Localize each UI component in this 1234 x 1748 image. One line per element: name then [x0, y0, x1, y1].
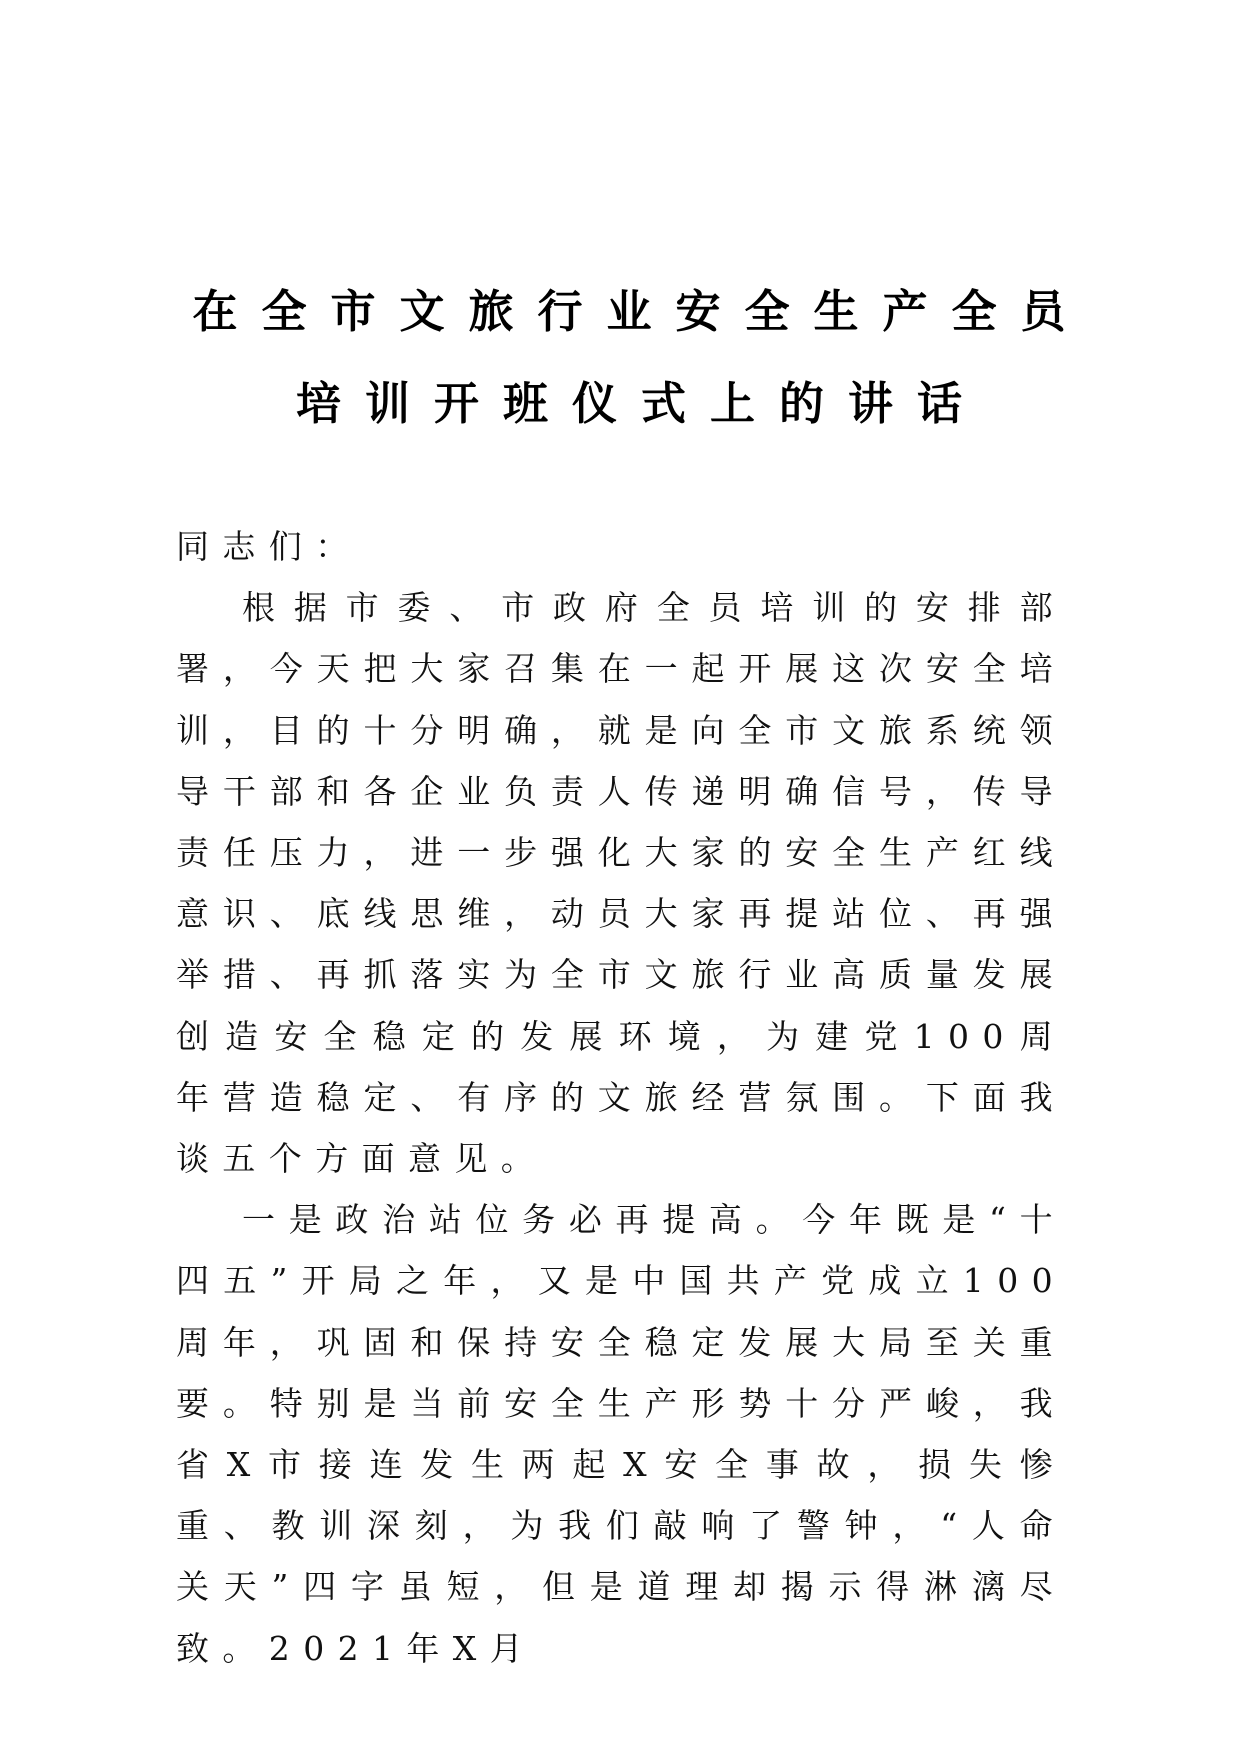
paragraph-point-one: 一是政治站位务必再提高。今年既是“十四五”开局之年，又是中国共产党成立100周年，巩固和保持安全稳定发展大局至关重要。特别是当前安全生产形势十分严峻，我省X市接连发生两起X安全事故，损失惨重、教训深刻，为我们敲响了警钟，“人命关天”四字虽短，但是道理却揭示得淋漓尽致。2021年X月 [176, 1200, 1066, 1668]
paragraph-intro: 根据市委、市政府全员培训的安排部署，今天把大家召集在一起开展这次安全培训，目的十分明确，就是向全市文旅系统领导干部和各企业负责人传递明确信号，传导责任压力，进一步强化大家的安全生产红线意识、底线思维，动员大家再提站位、再强举措、再抓落实为全市文旅行业高质量发展创造安全稳定的发展环境，为建党100周年营造稳定、有序的文旅经营氛围。下面我谈五个方面意见。 [176, 588, 1066, 1179]
salutation: 同志们： [176, 527, 362, 566]
document-body [176, 516, 1066, 1679]
document-title-line-1: 在全市文旅行业安全生产全员 [192, 285, 1090, 338]
document-title-line-2: 培训开班仪式上的讲话 [295, 377, 986, 430]
